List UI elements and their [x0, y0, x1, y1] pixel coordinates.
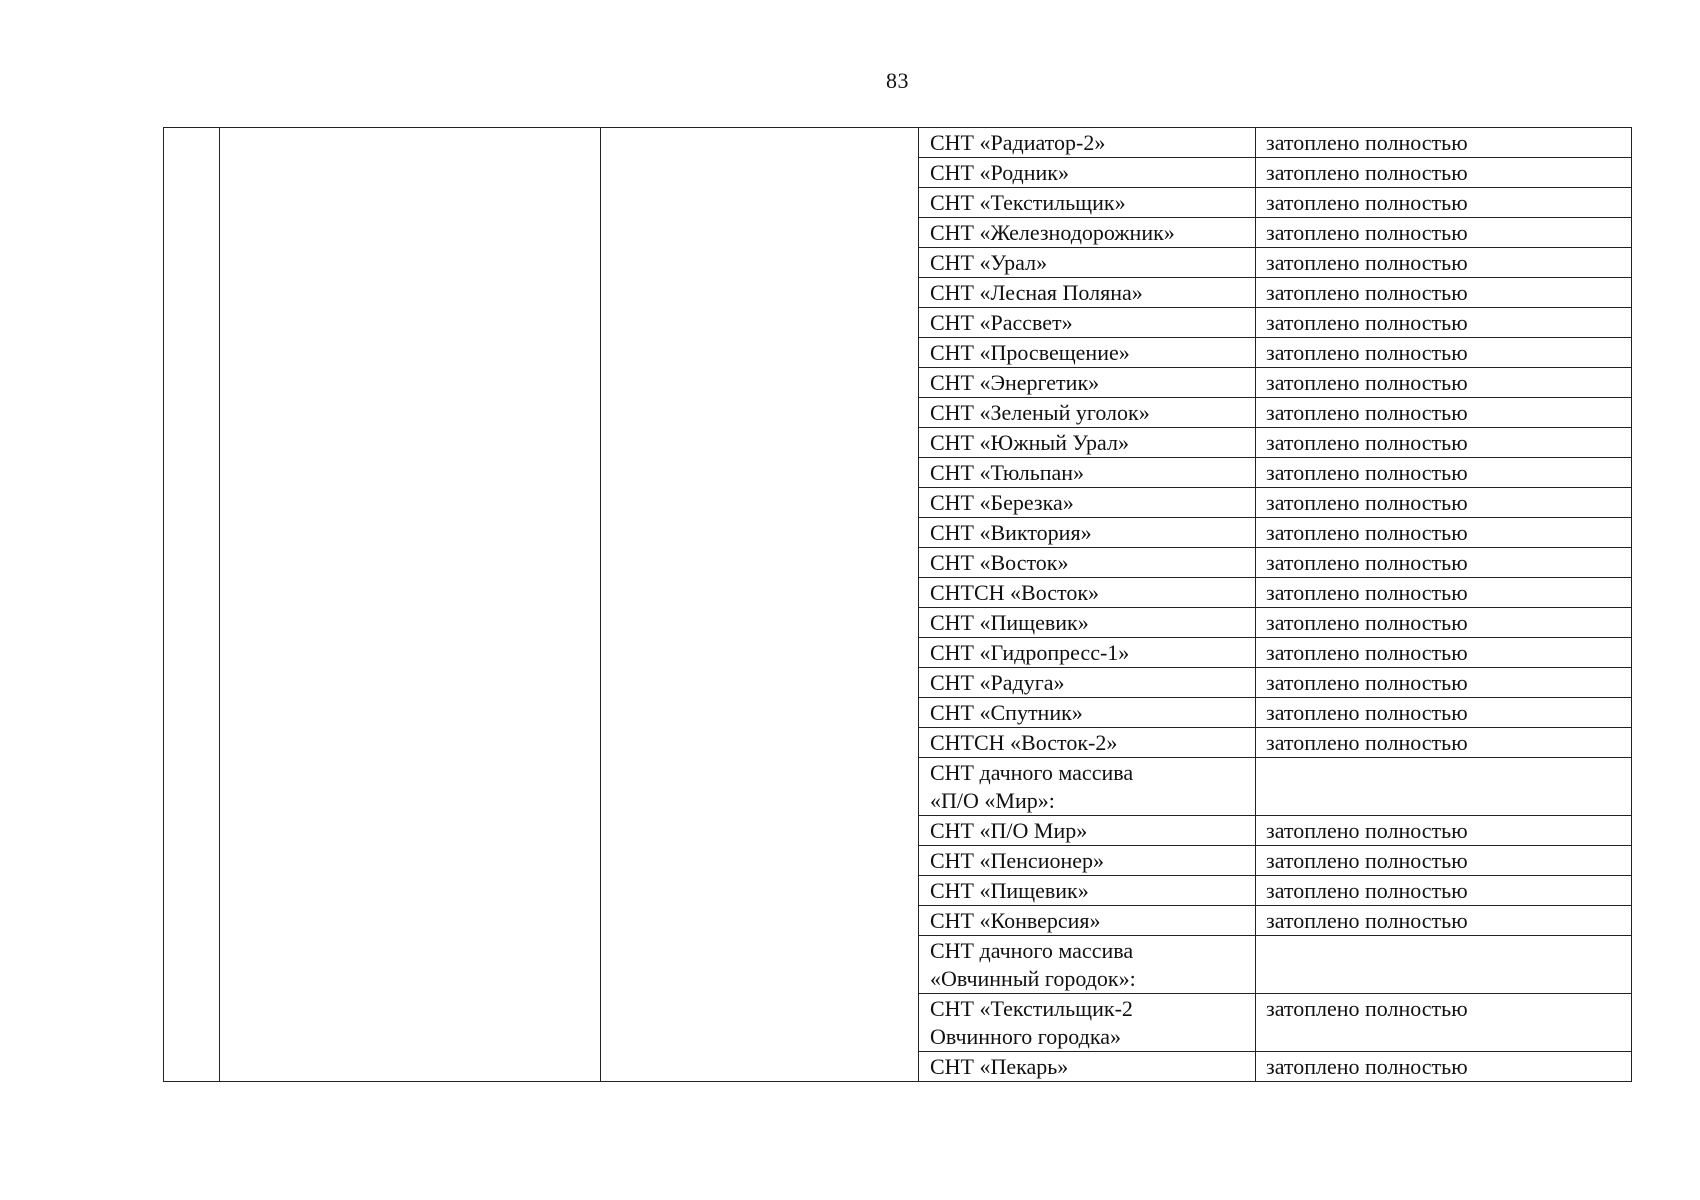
- flood-status: затоплено полностью: [1256, 728, 1632, 758]
- organization-name-cell: [919, 994, 1256, 1052]
- organization-name: СНТ «Энергетик»: [930, 370, 1100, 395]
- organization-name-cell: [919, 936, 1256, 994]
- empty-column-2: [220, 128, 601, 1082]
- empty-column-1: [164, 128, 220, 1082]
- flood-status: затоплено полностью: [1256, 218, 1632, 248]
- organization-name-cell: [919, 698, 1256, 728]
- flood-status: затоплено полностью: [1256, 906, 1632, 936]
- organization-name: СНТ «Радиатор-2»: [930, 130, 1106, 155]
- organization-name: СНТСН «Восток»: [930, 580, 1100, 605]
- organization-name-cell: [919, 846, 1256, 876]
- organization-name-cell: [919, 128, 1256, 158]
- flood-status: затоплено полностью: [1256, 368, 1632, 398]
- organization-name-cell: [919, 876, 1256, 906]
- organization-name: СНТ «Зеленый уголок»: [930, 400, 1150, 425]
- organization-name-cell: [919, 608, 1256, 638]
- organization-name: СНТ «Рассвет»: [930, 310, 1073, 335]
- organization-name: СНТ «Родник»: [930, 160, 1069, 185]
- table-row: [164, 128, 1632, 158]
- organization-name: СНТ «Южный Урал»: [930, 430, 1129, 455]
- organization-name: СНТ «П/О Мир»: [930, 818, 1088, 843]
- organization-name-cell: [919, 638, 1256, 668]
- organization-name-cell: [919, 458, 1256, 488]
- organization-name-cell: [919, 158, 1256, 188]
- organization-name: СНТ «Березка»: [930, 490, 1074, 515]
- organization-name: СНТ «Конверсия»: [930, 908, 1101, 933]
- flood-status: затоплено полностью: [1256, 816, 1632, 846]
- flood-status: затоплено полностью: [1256, 876, 1632, 906]
- flood-status: затоплено полностью: [1256, 578, 1632, 608]
- organization-name: СНТ «Пекарь»: [930, 1054, 1069, 1079]
- organization-name-cell: [919, 308, 1256, 338]
- organization-name-cell: [919, 368, 1256, 398]
- organization-name-cell: [919, 518, 1256, 548]
- flood-status: затоплено полностью: [1256, 428, 1632, 458]
- flood-status: затоплено полностью: [1256, 548, 1632, 578]
- organization-name-cell: [919, 338, 1256, 368]
- organization-name-cell: [919, 1052, 1256, 1082]
- organization-name-cell: [919, 578, 1256, 608]
- organization-name: СНТ «Виктория»: [930, 520, 1092, 545]
- flood-table: [163, 127, 1632, 1082]
- flood-status: затоплено полностью: [1256, 278, 1632, 308]
- organization-name: СНТ «Железнодорожник»: [930, 220, 1175, 245]
- flood-status: затоплено полностью: [1256, 994, 1632, 1052]
- flood-status: затоплено полностью: [1256, 338, 1632, 368]
- table-body: [164, 128, 1632, 1082]
- flood-status: затоплено полностью: [1256, 846, 1632, 876]
- flood-status: затоплено полностью: [1256, 458, 1632, 488]
- flood-status: затоплено полностью: [1256, 188, 1632, 218]
- flood-status: затоплено полностью: [1256, 668, 1632, 698]
- page-number: 83: [886, 68, 909, 93]
- organization-name: СНТ «Пищевик»: [930, 878, 1089, 903]
- organization-name-cell: [919, 428, 1256, 458]
- flood-status: затоплено полностью: [1256, 1052, 1632, 1082]
- flood-status: затоплено полностью: [1256, 248, 1632, 278]
- organization-name: СНТ дачного массива «П/О «Мир»:: [930, 760, 1134, 813]
- organization-name-cell: [919, 906, 1256, 936]
- flood-status: затоплено полностью: [1256, 698, 1632, 728]
- flood-status: [1256, 936, 1632, 994]
- organization-name: СНТ «Восток»: [930, 550, 1069, 575]
- flood-status: затоплено полностью: [1256, 398, 1632, 428]
- organization-name: СНТ дачного массива «Овчинный городок»:: [930, 938, 1136, 991]
- organization-name: СНТ «Радуга»: [930, 670, 1065, 695]
- organization-name-cell: [919, 816, 1256, 846]
- organization-name-cell: [919, 548, 1256, 578]
- organization-name: СНТ «Лесная Поляна»: [930, 280, 1143, 305]
- organization-name-cell: [919, 218, 1256, 248]
- organization-name-cell: [919, 248, 1256, 278]
- organization-name-cell: [919, 398, 1256, 428]
- flood-status: затоплено полностью: [1256, 518, 1632, 548]
- organization-name: СНТ «Текстильщик-2 Овчинного городка»: [930, 996, 1133, 1049]
- organization-name: СНТ «Пищевик»: [930, 610, 1089, 635]
- flood-status: затоплено полностью: [1256, 308, 1632, 338]
- organization-name: СНТ «Спутник»: [930, 700, 1083, 725]
- organization-name: СНТ «Тюльпан»: [930, 460, 1085, 485]
- flood-status: [1256, 758, 1632, 816]
- organization-name: СНТСН «Восток-2»: [930, 730, 1118, 755]
- organization-name: СНТ «Урал»: [930, 250, 1048, 275]
- flood-status: затоплено полностью: [1256, 608, 1632, 638]
- flood-status: затоплено полностью: [1256, 638, 1632, 668]
- organization-name-cell: [919, 188, 1256, 218]
- flood-status: затоплено полностью: [1256, 128, 1632, 158]
- organization-name-cell: [919, 278, 1256, 308]
- organization-name: СНТ «Просвещение»: [930, 340, 1130, 365]
- flood-status: затоплено полностью: [1256, 158, 1632, 188]
- organization-name-cell: [919, 728, 1256, 758]
- empty-column-3: [601, 128, 919, 1082]
- organization-name: СНТ «Гидропресс-1»: [930, 640, 1130, 665]
- flood-status: затоплено полностью: [1256, 488, 1632, 518]
- organization-name-cell: [919, 488, 1256, 518]
- organization-name-cell: [919, 668, 1256, 698]
- organization-name: СНТ «Пенсионер»: [930, 848, 1105, 873]
- organization-name: СНТ «Текстильщик»: [930, 190, 1126, 215]
- organization-name-cell: [919, 758, 1256, 816]
